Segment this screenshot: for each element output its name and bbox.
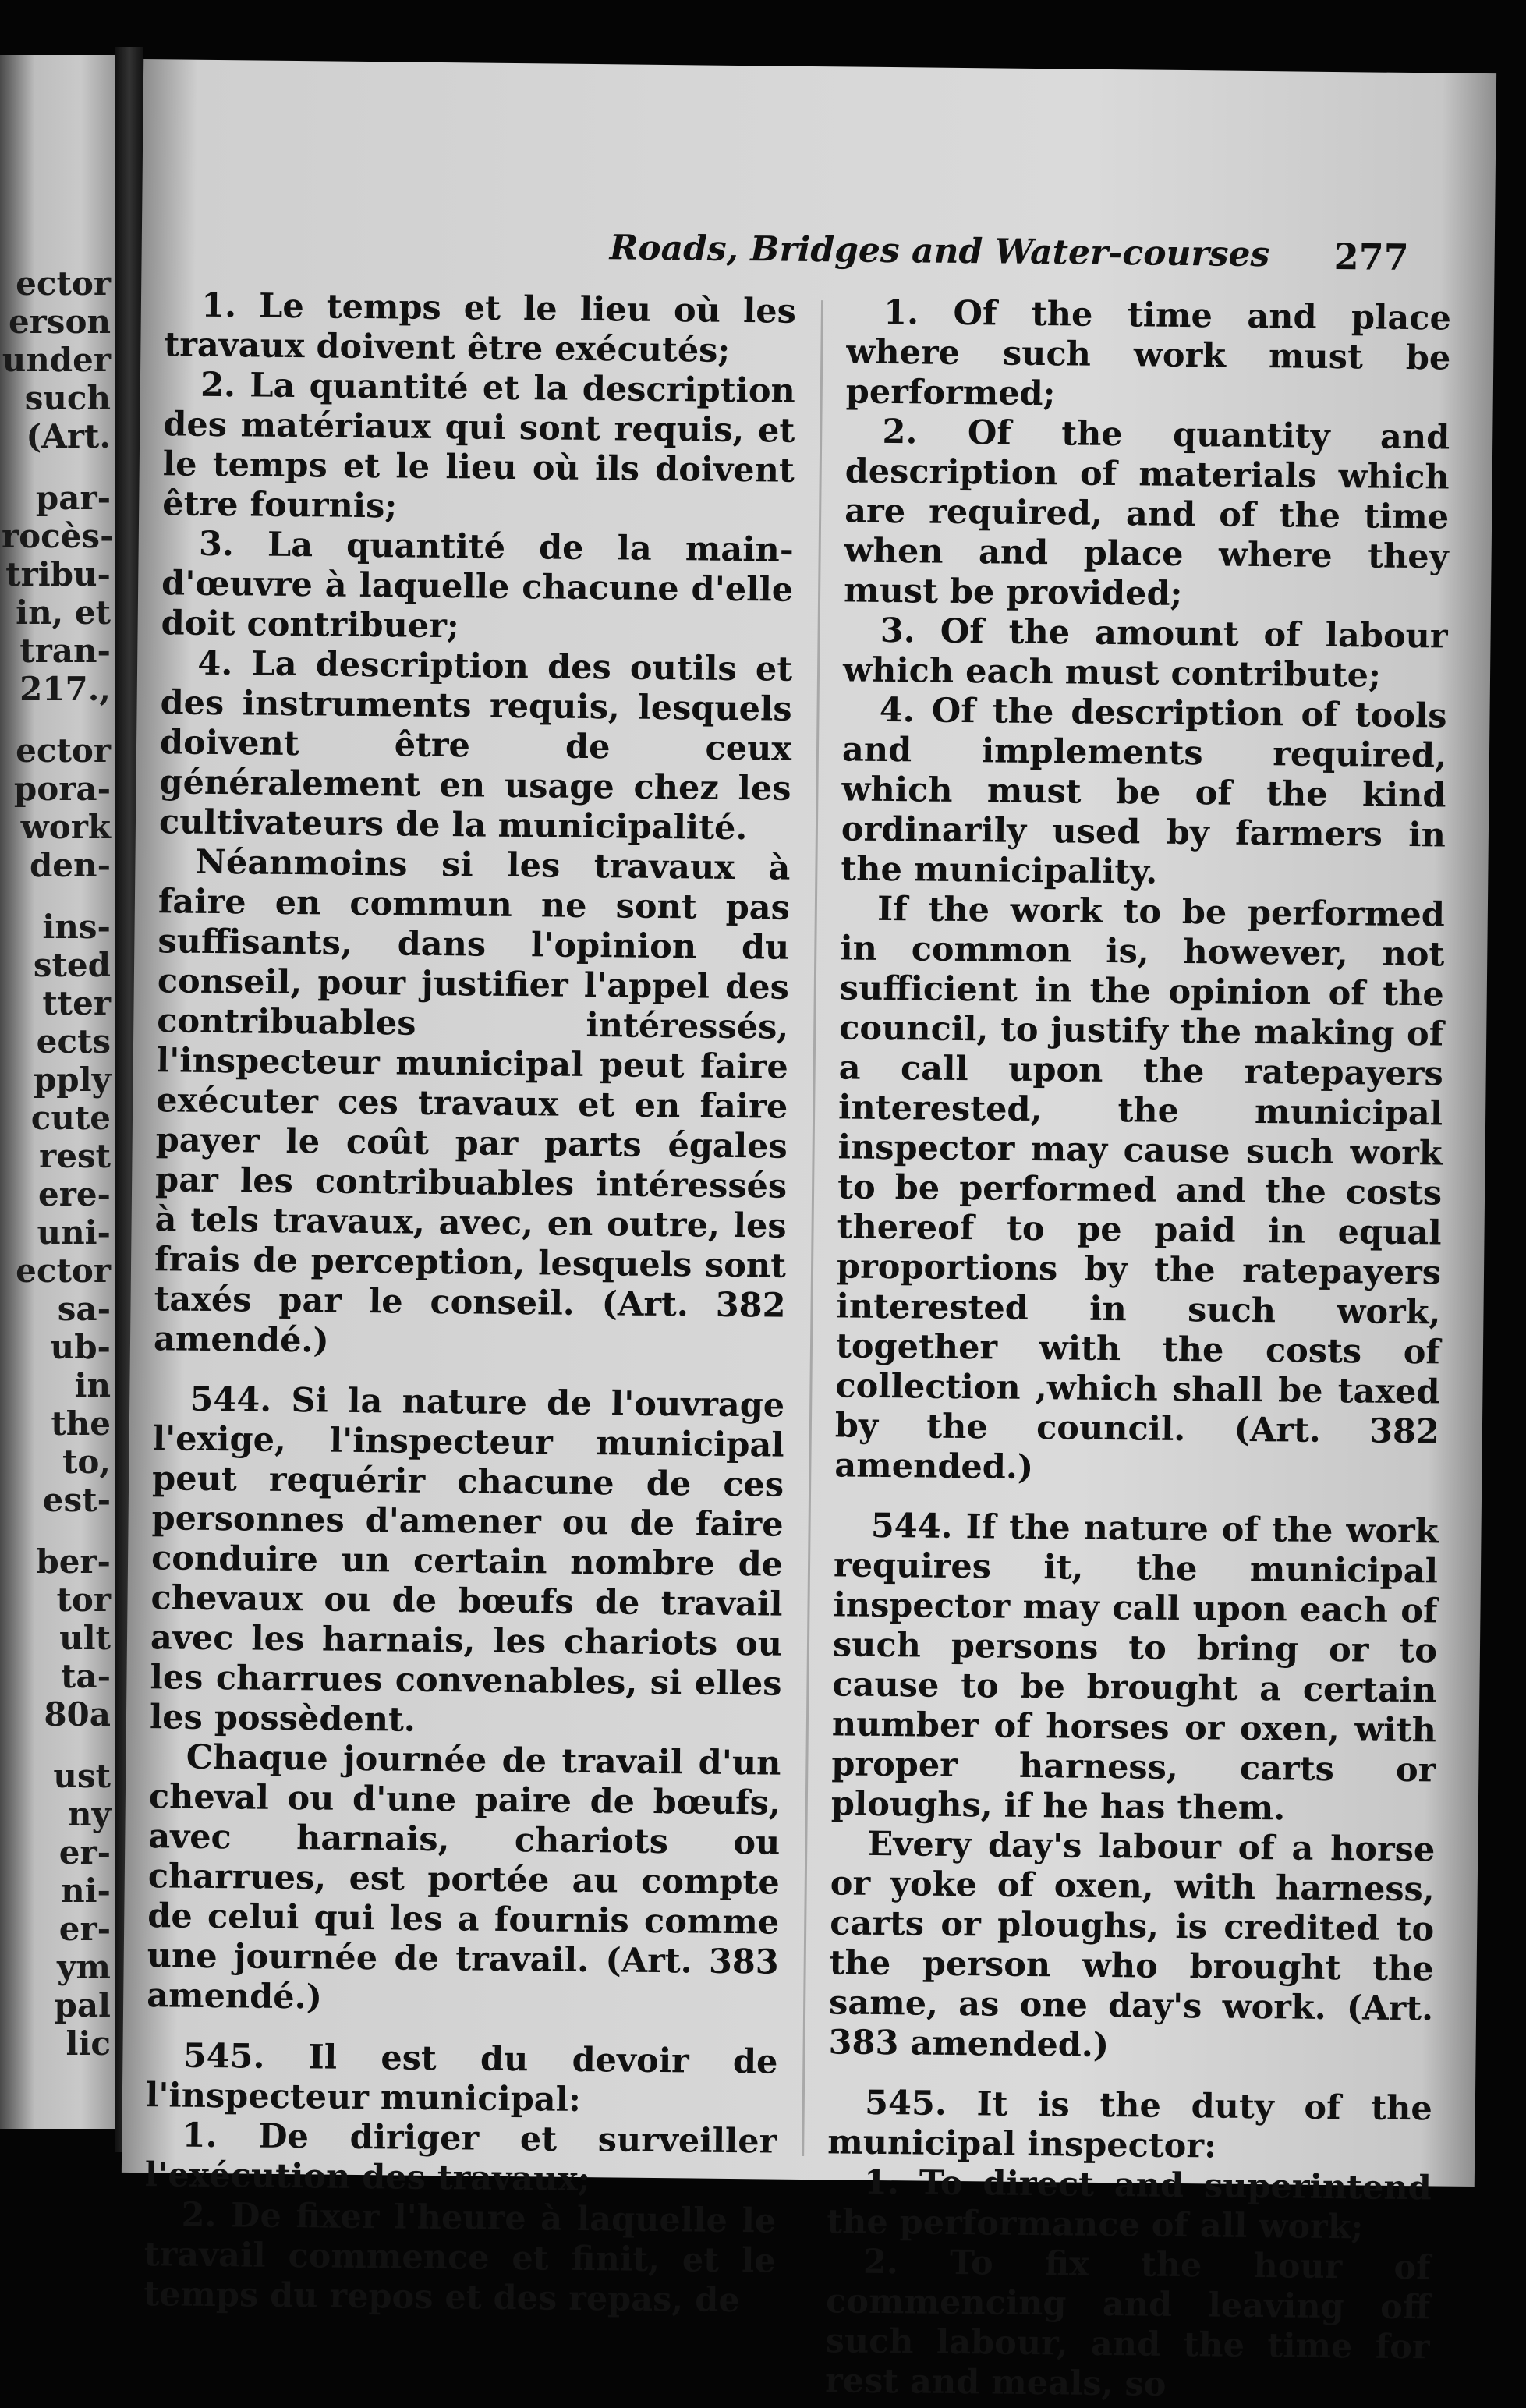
left-page-fragment: ust xyxy=(53,1757,111,1795)
left-page-fragment: rocès- xyxy=(2,517,114,555)
left-page-fragment: ub- xyxy=(50,1328,111,1366)
left-page-fragment: ny xyxy=(68,1795,111,1833)
fr-paragraph: 1. Le temps et le lieu où les travaux doivent être exécutés; xyxy=(164,285,797,370)
left-page-fragment: pora- xyxy=(13,770,111,808)
en-paragraph: 3. Of the amount of labour which each must contribute; xyxy=(842,611,1448,696)
left-page-fragment: par- xyxy=(35,479,111,517)
en-article-545 xyxy=(827,2083,1432,2169)
fr-paragraph: 4. La description des outils et des instruments requis, lesquels doivent être de ceux généralement en usage chez les cultivateurs de la municipalité. xyxy=(158,643,793,848)
page-header xyxy=(476,226,1409,283)
english-column xyxy=(825,292,1451,2407)
running-title: Roads, Bridges and Water-courses xyxy=(609,228,1270,275)
article-number: 545. xyxy=(182,2036,265,2077)
fr-article-545 xyxy=(146,2036,778,2122)
en-paragraph: 2. To fix the hour of commencing and leaving off such labour, and the time for rest and meals, so xyxy=(824,2242,1431,2404)
left-page-fragment: ere- xyxy=(37,1175,111,1213)
article-number: 544. xyxy=(870,1506,953,1546)
en-paragraph: 2. Of the quantity and description of materials which are required, and of the time when and place where they must be provided; xyxy=(843,412,1450,614)
article-text: Il est du devoir de l'inspecteur municipal: xyxy=(145,2038,778,2120)
left-page-strip xyxy=(0,55,115,2129)
en-paragraph: If the work to be performed in common is, however, not sufficient in the opinion of the council, to justify the making of a call upon the ratepayers interested, the municipal inspector may cause such work to be performed and the costs thereof to pe paid in equal proportions by the ratepayers interested in such work, together with the costs of collection ,which shall be taxed by the council. (Art. 382 amended.) xyxy=(834,889,1446,1488)
column-divider xyxy=(802,300,823,2156)
left-page-fragment: under xyxy=(2,341,111,379)
fr-paragraph: 2. La quantité et la description des matériaux qui sont requis, et le temps et le lieu où ils doivent être fournis; xyxy=(162,365,796,526)
en-paragraph: 1. Of the time and place where such work must be performed; xyxy=(845,292,1452,414)
left-page-fragment: ector xyxy=(16,1252,111,1290)
left-page-fragment: tran- xyxy=(19,632,111,670)
left-page-fragment: est- xyxy=(42,1481,111,1519)
article-text: If the nature of the work requires it, the municipal inspector may call upon each of such persons to bring or to cause to be brought a certain number of horses or oxen, with proper harness, carts or ploughs, if he has them. xyxy=(830,1507,1439,1829)
article-text: It is the duty of the municipal inspector: xyxy=(827,2084,1433,2166)
left-page-fragment: tribu- xyxy=(5,555,111,593)
left-page-fragment: lic xyxy=(66,2024,111,2063)
left-page-fragment: in xyxy=(74,1366,111,1404)
left-page-fragment: ector xyxy=(16,731,111,770)
left-page-fragment: ym xyxy=(57,1948,111,1986)
left-page-fragment: cute xyxy=(30,1099,111,1137)
fr-article-544 xyxy=(150,1379,785,1744)
left-page-fragment: rest xyxy=(39,1137,111,1175)
en-article-544 xyxy=(831,1506,1439,1830)
left-page-fragment: to, xyxy=(62,1443,111,1481)
fr-paragraph: 2. De fixer l'heure à laquelle le travail commence et finit, et le temps du repos et des repas, de xyxy=(143,2195,777,2321)
left-page-fragment: uni- xyxy=(37,1213,111,1252)
french-column xyxy=(143,285,796,2321)
left-page-fragment: ult xyxy=(59,1619,111,1657)
left-page-fragment: ins- xyxy=(42,908,111,946)
left-page-fragment: ni- xyxy=(61,1872,111,1910)
left-page-fragment: den- xyxy=(29,846,111,884)
left-page-fragment: pal xyxy=(54,1986,111,2024)
left-page-fragment: er- xyxy=(58,1910,111,1948)
left-page-fragment: tter xyxy=(42,984,111,1022)
article-number: 544. xyxy=(189,1379,272,1420)
article-number: 545. xyxy=(864,2083,947,2123)
left-page-fragment: ects xyxy=(36,1022,111,1061)
left-page-fragment: in, et xyxy=(16,593,111,632)
left-page-fragment: the xyxy=(51,1404,111,1443)
left-page-fragment: sa- xyxy=(57,1290,111,1328)
article-text: Si la nature de l'ouvrage l'exige, l'inspecteur municipal peut requérir chacune de ces personnes d'amener ou de faire conduire un certain nombre de chevaux ou de bœufs de travail avec les harnais, les chariots ou les charrues convenables, si elles les possèdent. xyxy=(149,1381,785,1740)
fr-paragraph: 3. La quantité de la main-d'œuvre à laquelle chacune d'elle doit contribuer; xyxy=(161,524,794,646)
fr-paragraph: 1. De diriger et surveiller l'exécution des travaux; xyxy=(144,2116,777,2200)
left-page-fragment: pply xyxy=(33,1061,111,1099)
left-page-fragment: erson xyxy=(8,303,111,341)
left-page-fragment: work xyxy=(20,808,111,846)
left-page-fragment: such xyxy=(24,379,111,417)
book-page xyxy=(122,59,1496,2404)
left-page-fragment: ta- xyxy=(60,1657,111,1695)
fr-paragraph: Néanmoins si les travaux à faire en commun ne sont pas suffisants, dans l'opinion du conseil, pour justifier l'appel des contribuables intéressés, l'inspecteur municipal peut faire exécuter ces travaux et en faire payer le coût par parts égales par les contribuables intéressés à tels travaux, avec, en outre, les frais de perception, lesquels sont taxés par le conseil. (Art. 382 amendé.) xyxy=(153,842,791,1361)
left-page-fragment: ber- xyxy=(36,1542,111,1581)
en-paragraph: Every day's labour of a horse or yoke of oxen, with harness, carts or ploughs, is credited to the person who brought the same, as one day's work. (Art. 383 amended.) xyxy=(828,1824,1436,2066)
page-number: 277 xyxy=(1333,235,1409,278)
left-page-fragment: (Art. xyxy=(26,417,111,455)
en-paragraph: 1. To direct and superintend the performance of all work; xyxy=(826,2162,1432,2247)
left-page-fragment: ector xyxy=(16,264,111,303)
left-page-fragment: sted xyxy=(33,946,111,984)
left-page-fragment: 217., xyxy=(19,670,111,708)
fr-paragraph: Chaque journée de travail d'un cheval ou d'une paire de bœufs, avec harnais, chariots ou charrues, est portée au compte de celui qui les a fournis comme une journée de travail. (Art. 383 amendé.) xyxy=(146,1737,781,2017)
en-paragraph: 4. Of the description of tools and implements required, which must be of the kind ordinarily used by farmers in the municipality. xyxy=(841,690,1447,892)
left-page-fragment: tor xyxy=(56,1581,111,1619)
left-page-fragment: 80a xyxy=(44,1695,111,1733)
left-page-fragment: er- xyxy=(58,1833,111,1872)
